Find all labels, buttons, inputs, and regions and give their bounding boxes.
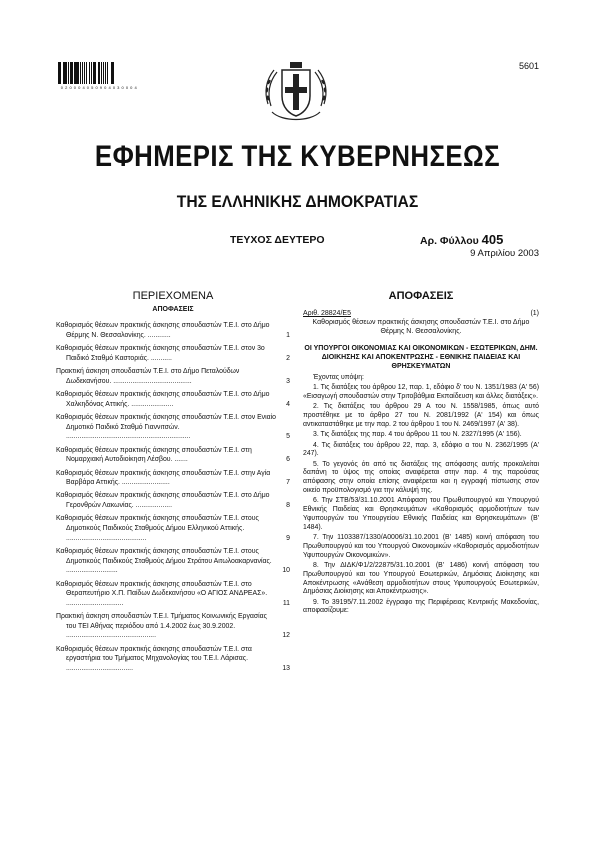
toc-entry-text: Καθορισμός θέσεων πρακτικής άσκησης σπουδαστών Τ.Ε.Ι. στο Δήμο Γερονθρών Λακωνίας. ................... <box>56 492 270 510</box>
toc-heading: ΠΕΡΙΕΧΟΜΕΝΑ <box>132 290 214 302</box>
toc-entry-text: Καθορισμός θέσεων πρακτικής άσκησης σπουδαστών Τ.Ε.Ι. στο Δήμο Χαλκηδόνας Αττικής. ...................... <box>56 390 270 408</box>
decision-paragraph: 1. Τις διατάξεις του άρθρου 12, παρ. 1, εδάφιο δ' του Ν. 1351/1983 (Α' 56) «Εισαγωγή σπουδαστών στην Τριτοβάθμια Εκπαίδευση και άλλες διατάξεις». <box>303 384 539 401</box>
toc-entry-text: Καθορισμός θέσεων πρακτικής άσκησης σπουδαστών Τ.Ε.Ι. στο Δήμο Θέρμης Ν. Θεσσαλονίκης. ............ <box>56 322 270 339</box>
toc-entry-text: Καθορισμός θέσεων πρακτικής άσκησης σπουδαστών Τ.Ε.Ι. στη Νομαρχιακή Αυτοδιοίκηση Λέσβου. ....... <box>56 446 252 464</box>
toc-entry-number: 9 <box>286 534 290 542</box>
decision-body <box>303 374 539 616</box>
toc-entry <box>56 446 290 465</box>
decision-ordinal: (1) <box>530 310 539 317</box>
issue-date: 9 Απριλίου 2003 <box>470 248 539 259</box>
barcode <box>58 62 140 84</box>
toc-entry <box>56 491 290 510</box>
toc-entry-number: 4 <box>286 400 290 408</box>
decisions-section <box>303 290 539 618</box>
decision-ref-number: Αριθ. 28824/Ε5 <box>303 310 351 317</box>
toc-entry-text: Καθορισμός θέσεων πρακτικής άσκησης σπουδαστών Τ.Ε.Ι. στο Θεραπευτήριο Χ.Π. Παίδων Δωδεκανήσου «Ο ΑΓΙΟΣ ΑΝΔΡΕΑΣ». .............................. <box>56 580 268 607</box>
toc-entry <box>56 645 290 674</box>
sheet-number <box>420 232 503 247</box>
toc-entry-number: 12 <box>282 632 290 640</box>
toc-entry-number: 7 <box>286 479 290 487</box>
toc-entry-text: Καθορισμός θέσεων πρακτικής άσκησης σπουδαστών Τ.Ε.Ι. στους Δημοτικούς Παιδικούς Σταθμούς Δήμου Στράτου Αιτωλοακαρνανίας. ........................... <box>56 548 272 575</box>
toc-entry-text: Καθορισμός θέσεων πρακτικής άσκησης σπουδαστών Τ.Ε.Ι. στους Δημοτικούς Παιδικούς Σταθμούς Δήμου Ελληνικού Αττικής. .......................................... <box>56 515 259 542</box>
toc-entry-number: 1 <box>286 331 290 339</box>
toc-entry <box>56 612 290 641</box>
toc-subheading: ΑΠΟΦΑΣΕΙΣ <box>152 306 194 313</box>
table-of-contents <box>56 290 290 677</box>
toc-entry-text: Πρακτική άσκηση σπουδαστών Τ.Ε.Ι. στο Δήμο Πεταλούδων Δωδεκανήσου. ......................................... <box>56 367 240 385</box>
toc-entry-number: 13 <box>282 664 290 672</box>
sheet-label: Αρ. Φύλλου <box>420 235 479 247</box>
decision-reference <box>303 309 539 318</box>
toc-entry-number: 10 <box>282 567 290 575</box>
toc-entry-text: Καθορισμός θέσεων πρακτικής άσκησης σπουδαστών Τ.Ε.Ι. στην Αγία Βαρβάρα Αττικής. ......................... <box>56 469 271 487</box>
toc-entry-text: Καθορισμός θέσεων πρακτικής άσκησης σπουδαστών Τ.Ε.Ι. στον 3ο Παιδικό Σταθμό Καστοριάς. ........... <box>56 344 265 362</box>
toc-entry <box>56 344 290 363</box>
gazette-title: ΕΦΗΜΕΡΙΣ ΤΗΣ ΚΥΒΕΡΝΗΣΕΩΣ <box>94 140 501 173</box>
decision-paragraph: 2. Τις διατάξεις του άρθρου 29 Α του Ν. 1558/1985, όπως αυτό προστέθηκε με το άρθρο 27 του Ν. 2081/1992 (Α' 154) και όπως αντικαταστάθηκε με την παρ. 2 του άρθρου 1 του Ν. 2469/1997 (Α' 38). <box>303 403 539 428</box>
decision-paragraph: 6. Την ΣΤΒ/53/31.10.2001 Απόφαση του Πρωθυπουργού και Υπουργού Εθνικής Παιδείας και Θρησκευμάτων «Καθορισμός αρμοδιοτήτων των Υφυπουργών του Υπουργείου Εθνικής Παιδείας και Θρησκευμάτων» (Β' 1484). <box>303 497 539 531</box>
decision-paragraph: 5. Το γεγονός ότι από τις διατάξεις της απόφασης αυτής προκαλείται δαπάνη το ύψος της οποίας αναφέρεται στην παρ. 4 της παρούσας απόφασης στην οποία επίσης αναφέρεται και η εγγραφή πίστωσης στον οικείο προϋπολογισμό για την κάλυψή της. <box>303 460 539 495</box>
toc-entry-text: Πρακτική άσκηση σπουδαστών Τ.Ε.Ι. Τμήματος Κοινωνικής Εργασίας του ΤΕΙ Αθήνας περιόδου από 1.4.2002 έως 30.9.2002. ............................................... <box>56 613 267 640</box>
decisions-heading: ΑΠΟΦΑΣΕΙΣ <box>388 290 454 302</box>
toc-entry <box>56 390 290 409</box>
toc-entry-number: 11 <box>282 599 290 607</box>
toc-entry-number: 6 <box>286 456 290 464</box>
toc-entry-text: Καθορισμός θέσεων πρακτικής άσκησης σπουδαστών Τ.Ε.Ι. στον Ενιαίο Δημοτικό Παιδικό Σταθμό Γιαννιτσών. ................................................................. <box>56 413 277 441</box>
barcode-number: 0 2 0 0 0 4 0 5 0 9 0 4 0 3 0 0 0 4 <box>60 85 138 90</box>
toc-entry <box>56 469 290 488</box>
decision-paragraph: 3. Τις διατάξεις της παρ. 4 του άρθρου 11 του Ν. 2327/1995 (Α' 156). <box>313 431 522 439</box>
toc-list <box>56 321 290 674</box>
toc-entry-number: 8 <box>286 502 290 510</box>
decision-paragraph: 7. Την 1103387/1330/Α0006/31.10.2001 (Β' 1485) κοινή απόφαση του Πρωθυπουργού και του Υπουργού Οικονομικών «Καθορισμός αρμοδιοτήτων Υφυπουργών Οικονομικών». <box>303 534 539 559</box>
toc-entry <box>56 514 290 543</box>
gazette-subtitle: ΤΗΣ ΕΛΛΗΝΙΚΗΣ ΔΗΜΟΚΡΑΤΙΑΣ <box>176 192 419 211</box>
sheet-value: 405 <box>481 232 504 247</box>
toc-entry-number: 3 <box>286 377 290 385</box>
coat-of-arms-icon <box>258 56 334 132</box>
decision-title: Καθορισμός θέσεων πρακτικής άσκησης σπουδαστών Τ.Ε.Ι. στο Δήμο Θέρμης Ν. Θεσσαλονίκης. <box>312 319 530 335</box>
page-number: 5601 <box>518 61 539 71</box>
toc-entry <box>56 321 290 340</box>
ministers-heading: ΟΙ ΥΠΟΥΡΓΟΙ ΟΙΚΟΝΟΜΙΑΣ ΚΑΙ ΟΙΚΟΝΟΜΙΚΩΝ - ΕΣΩΤΕΡΙΚΩΝ, ΔΗΜ. ΔΙΟΙΚΗΣΗΣ ΚΑΙ ΑΠΟΚΕΝΤΡΩΣΗΣ - ΕΘΝΙΚΗΣ ΠΑΙΔΕΙΑΣ ΚΑΙ ΘΡΗΣΚΕΥΜΑΤΩΝ <box>304 345 538 370</box>
toc-entry <box>56 367 290 386</box>
toc-entry-text: Καθορισμός θέσεων πρακτικής άσκησης σπουδαστών Τ.Ε.Ι. στα εργαστήρια του Τμήματος Μηχανολογίας του Τ.Ε.Ι. Λάρισας. ................................... <box>56 645 252 672</box>
toc-entry <box>56 580 290 609</box>
toc-entry <box>56 413 290 442</box>
toc-entry <box>56 547 290 576</box>
decision-paragraph: Έχοντας υπόψη: <box>313 374 364 381</box>
issue-label: ΤΕΥΧΟΣ ΔΕΥΤΕΡΟ <box>230 234 325 246</box>
decision-paragraph: 8. Την ΔΙΔΚ/Φ1/2/22875/31.10.2001 (Β' 1486) κοινή απόφαση του Πρωθυπουργού και του Υπουργού Εσωτερικών, Δημόσιας Διοίκησης και Αποκέντρωσης «Ανάθεση αρμοδιοτήτων στους Υφυπουργούς Εσωτερικών, Δημόσιας Διοίκησης και Αποκέντρωσης». <box>303 561 539 596</box>
decision-paragraph: 4. Τις διατάξεις του άρθρου 22, παρ. 3, εδάφιο α του Ν. 2362/1995 (Α' 247). <box>303 441 539 458</box>
toc-entry-number: 2 <box>286 354 290 362</box>
barcode-bar <box>114 62 115 84</box>
decision-paragraph: 9. Το 39195/7.11.2002 έγγραφο της Περιφέρειας Κεντρικής Μακεδονίας, αποφασίζουμε: <box>303 598 539 615</box>
toc-entry-number: 5 <box>286 433 290 441</box>
